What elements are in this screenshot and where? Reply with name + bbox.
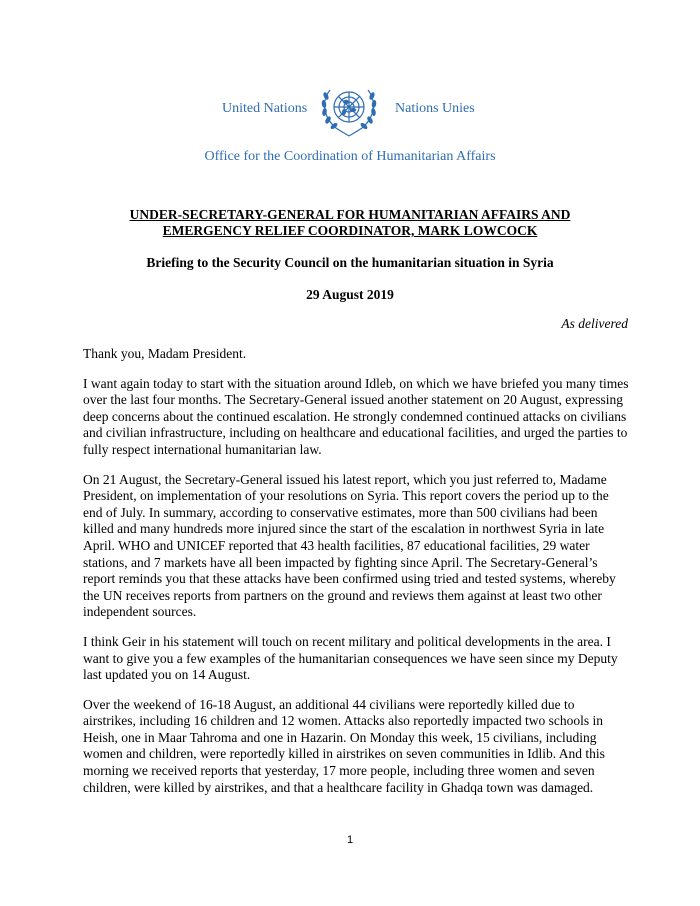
paragraph: Thank you, Madam President. bbox=[83, 346, 247, 361]
paragraph: I think Geir in his statement will touch on recent military and political developments in the area. I want to give you a few examples of the humanitarian consequences we have seen since my Deputy last updated you on 14 August. bbox=[83, 633, 618, 683]
letterhead bbox=[0, 80, 700, 140]
document-body bbox=[83, 346, 629, 809]
paragraph: Over the weekend of 16-18 August, an additional 44 civilians were reportedly killed due to airstrikes, including 16 children and 12 women. Attacks also reportedly impacted two schools in Heish, one in Maar Tahroma and one in Hazarin. On Monday this week, 15 civilians, including women and children, were reportedly killed in airstrikes on seven communities in Idlib. And this morning we received reports that yesterday, 17 more people, including three women and seven children, were killed by airstrikes, and that a healthcare facility in Ghadqa town was damaged. bbox=[83, 696, 605, 795]
title-line-2: EMERGENCY RELIEF COORDINATOR, MARK LOWCOCK bbox=[162, 223, 538, 238]
office-name: Office for the Coordination of Humanitarian Affairs bbox=[204, 149, 496, 164]
org-name-french: Nations Unies bbox=[395, 101, 475, 116]
org-name-english: United Nations bbox=[222, 101, 308, 116]
page-number: 1 bbox=[346, 834, 354, 846]
document-title bbox=[90, 207, 610, 239]
document-date: 29 August 2019 bbox=[306, 287, 394, 302]
paragraph: I want again today to start with the situation around Idleb, on which we have briefed you many times over the last four months. The Secretary-General issued another statement on 20 August, expressing deep concerns about the continued escalation. He strongly condemned continued attacks on civilians and civilian infrastructure, including on healthcare and educational facilities, and urged the parties to fully respect international humanitarian law. bbox=[83, 375, 629, 457]
paragraph: On 21 August, the Secretary-General issued his latest report, which you just referred to, Madame President, on implementation of your resolutions on Syria. This report covers the period up to the end of July. In summary, according to conservative estimates, more than 500 civilians had been killed and many hundreds more injured since the start of the escalation in northwest Syria in late April. WHO and UNICEF reported that 43 health facilities, 87 educational facilities, 29 water stations, and 7 markets have all been impacted by fighting since April. The Secretary-General’s report reminds you that these attacks have been confirmed using tried and tested systems, whereby the UN receives reports from partners on the ground and reviews them against at least two other independent sources. bbox=[83, 471, 616, 620]
title-line-1: UNDER-SECRETARY-GENERAL FOR HUMANITARIAN AFFAIRS AND bbox=[129, 207, 571, 222]
delivery-note: As delivered bbox=[561, 316, 628, 331]
document-subtitle: Briefing to the Security Council on the humanitarian situation in Syria bbox=[146, 255, 554, 270]
un-emblem-icon bbox=[316, 80, 382, 140]
